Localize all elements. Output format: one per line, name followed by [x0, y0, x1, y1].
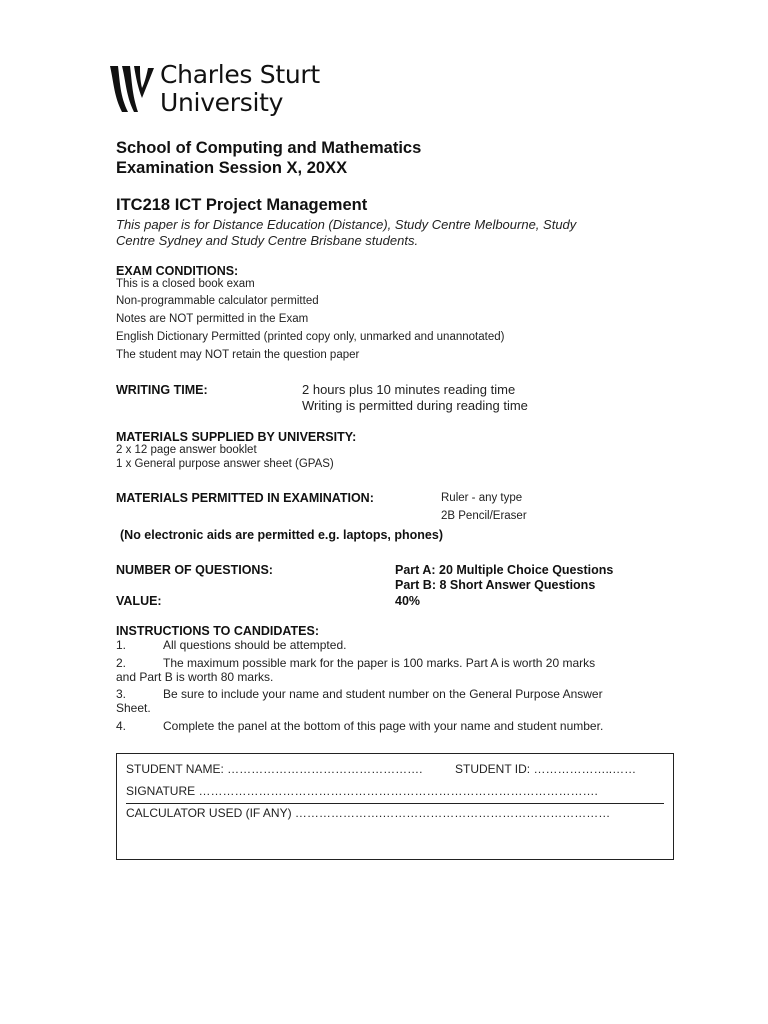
condition-item: Notes are NOT permitted in the Exam: [116, 313, 309, 325]
materials-supplied-label: MATERIALS SUPPLIED BY UNIVERSITY:: [116, 430, 357, 444]
part-a-info: Part A: 20 Multiple Choice Questions: [395, 563, 614, 577]
logo-line-1: Charles Sturt: [160, 60, 320, 89]
instruction-number: 4.: [116, 719, 127, 733]
instruction-number: 1.: [116, 638, 127, 652]
panel-divider: [126, 803, 664, 804]
logo-line-2: University: [160, 88, 284, 117]
session-title: Examination Session X, 20XX: [116, 159, 348, 177]
materials-permitted-item: Ruler - any type: [441, 492, 523, 504]
instruction-text: Be sure to include your name and student number on the General Purpose Answer: [163, 687, 603, 701]
condition-item: This is a closed book exam: [116, 278, 255, 290]
condition-item: English Dictionary Permitted (printed copy only, unmarked and unannotated): [116, 331, 505, 343]
instruction-text: Complete the panel at the bottom of this page with your name and student number.: [163, 719, 604, 733]
materials-permitted-label: MATERIALS PERMITTED IN EXAMINATION:: [116, 491, 374, 505]
value-amount: 40%: [395, 594, 421, 608]
student-name-field[interactable]: STUDENT NAME: ………………………………………….: [126, 762, 423, 776]
conditions-heading: EXAM CONDITIONS:: [116, 264, 239, 278]
instruction-number: 2.: [116, 656, 127, 670]
student-details-panel: [116, 753, 674, 860]
condition-item: The student may NOT retain the question paper: [116, 349, 360, 361]
instruction-text: All questions should be attempted.: [163, 638, 347, 652]
materials-supplied-item: 1 x General purpose answer sheet (GPAS): [116, 458, 334, 470]
instruction-text-continued: and Part B is worth 80 marks.: [116, 670, 274, 684]
writing-time-label: WRITING TIME:: [116, 383, 208, 397]
student-id-field[interactable]: STUDENT ID: ………………..……: [455, 762, 637, 776]
school-title: School of Computing and Mathematics: [116, 139, 422, 157]
calculator-field[interactable]: CALCULATOR USED (IF ANY) ………………….…………………………………………………: [126, 806, 611, 820]
instruction-number: 3.: [116, 687, 127, 701]
value-label: VALUE:: [116, 594, 162, 608]
materials-supplied-item: 2 x 12 page answer booklet: [116, 444, 257, 456]
university-logo: [108, 62, 338, 122]
audience-line-1: This paper is for Distance Education (Distance), Study Centre Melbourne, Study: [116, 217, 577, 232]
materials-permitted-item: 2B Pencil/Eraser: [441, 510, 527, 522]
part-b-info: Part B: 8 Short Answer Questions: [395, 578, 596, 592]
writing-time-line-2: Writing is permitted during reading time: [302, 398, 528, 413]
questions-label: NUMBER OF QUESTIONS:: [116, 563, 273, 577]
instruction-text-continued: Sheet.: [116, 701, 151, 715]
signature-field[interactable]: SIGNATURE ……………………………………………………………………………………….: [126, 784, 598, 798]
condition-item: Non-programmable calculator permitted: [116, 295, 319, 307]
electronic-aids-note: (No electronic aids are permitted e.g. laptops, phones): [120, 528, 443, 542]
instructions-heading: INSTRUCTIONS TO CANDIDATES:: [116, 624, 320, 638]
course-title: ITC218 ICT Project Management: [116, 196, 368, 214]
university-crest-icon: [108, 64, 156, 114]
audience-line-2: Centre Sydney and Study Centre Brisbane students.: [116, 233, 419, 248]
instruction-text: The maximum possible mark for the paper is 100 marks. Part A is worth 20 marks: [163, 656, 596, 670]
writing-time-line-1: 2 hours plus 10 minutes reading time: [302, 382, 516, 397]
